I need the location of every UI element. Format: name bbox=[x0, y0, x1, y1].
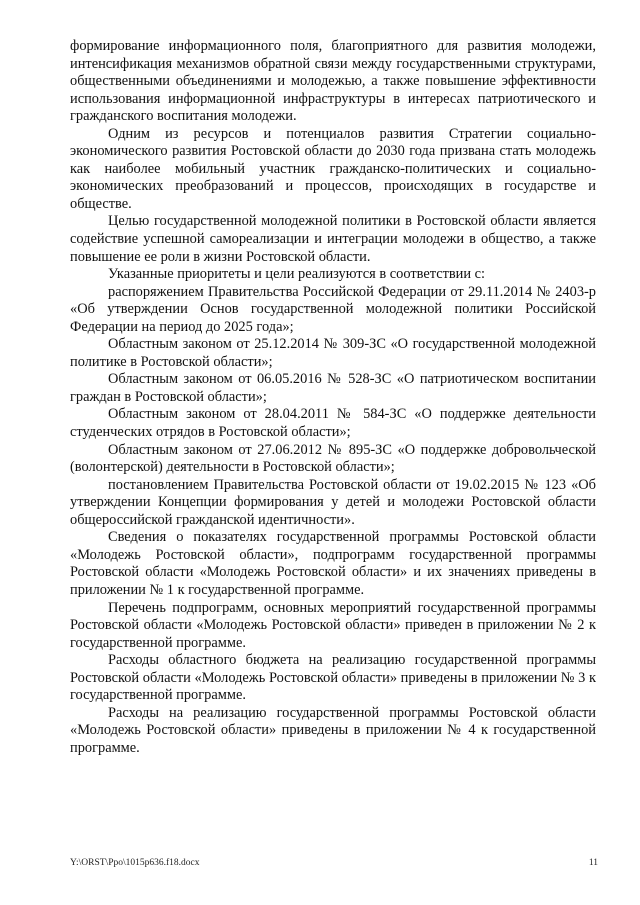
paragraph-2: Одним из ресурсов и потенциалов развития Стратегии социально-экономического развития Ростовской области до 2030 года призвана стать молодежь как наиболее мобильный участник гражданско-политических и социально-экономических преобразований и процессов, происходящих в государстве и обществе. bbox=[70, 125, 596, 212]
paragraph-9: Областным законом от 27.06.2012 № 895-ЗС «О поддержке добровольческой (волонтерской) деятельности в Ростовской области»; bbox=[70, 441, 596, 476]
paragraph-8: Областным законом от 28.04.2011 № 584-ЗС «О поддержке деятельности студенческих отрядов в Ростовской области»; bbox=[70, 406, 596, 441]
paragraph-3: Целью государственной молодежной политики в Ростовской области является содействие успешной самореализации и интеграции молодежи в общество, а также повышение ее роли в жизни Ростовской области. bbox=[70, 213, 596, 265]
paragraph-4: Указанные приоритеты и цели реализуются в соответствии с: bbox=[108, 266, 486, 283]
paragraph-11: Сведения о показателях государственной программы Ростовской области «Молодежь Ростовской области», подпрограмм государственной программы Ростовской области «Молодежь Ростовской области» и их значениях приведены в приложении № 1 к государственной программе. bbox=[70, 529, 596, 598]
paragraph-5: распоряжением Правительства Российской Федерации от 29.11.2014 № 2403-р «Об утверждении Основ государственной молодежной политики Российской Федерации на период до 2025 года»; bbox=[70, 283, 596, 335]
paragraph-7: Областным законом от 06.05.2016 № 528-ЗС «О патриотическом воспитании граждан в Ростовской области»; bbox=[70, 371, 596, 405]
page-footer bbox=[70, 856, 598, 870]
page-number: 11 bbox=[588, 858, 598, 868]
paragraph-1: формирование информационного поля, благоприятного для развития молодежи, интенсификация механизмов обратной связи между государственными структурами, общественными объединениями и молодежью, а также повышение эффективности использования информационной инфраструктуры в интересах патриотического и гражданского воспитания молодежи. bbox=[70, 38, 596, 125]
document-body bbox=[70, 38, 596, 757]
paragraph-10: постановлением Правительства Ростовской области от 19.02.2015 № 123 «Об утверждении Концепции формирования у детей и молодежи Ростовской области общероссийской гражданской идентичности». bbox=[70, 476, 596, 528]
paragraph-14: Расходы на реализацию государственной программы Ростовской области «Молодежь Ростовской области» приведены в приложении № 4 к государственной программе. bbox=[70, 704, 596, 756]
footer-file-path: Y:\ORST\Ppo\1015p636.f18.docx bbox=[70, 858, 200, 868]
paragraph-13: Расходы областного бюджета на реализацию государственной программы Ростовской области «Молодежь Ростовской области» приведены в приложении № 3 к государственной программе. bbox=[70, 652, 596, 704]
paragraph-6: Областным законом от 25.12.2014 № 309-ЗС «О государственной молодежной политике в Ростовской области»; bbox=[70, 336, 596, 370]
paragraph-12: Перечень подпрограмм, основных мероприятий государственной программы Ростовской области «Молодежь Ростовской области» приведен в приложении № 2 к государственной программе. bbox=[70, 599, 596, 651]
